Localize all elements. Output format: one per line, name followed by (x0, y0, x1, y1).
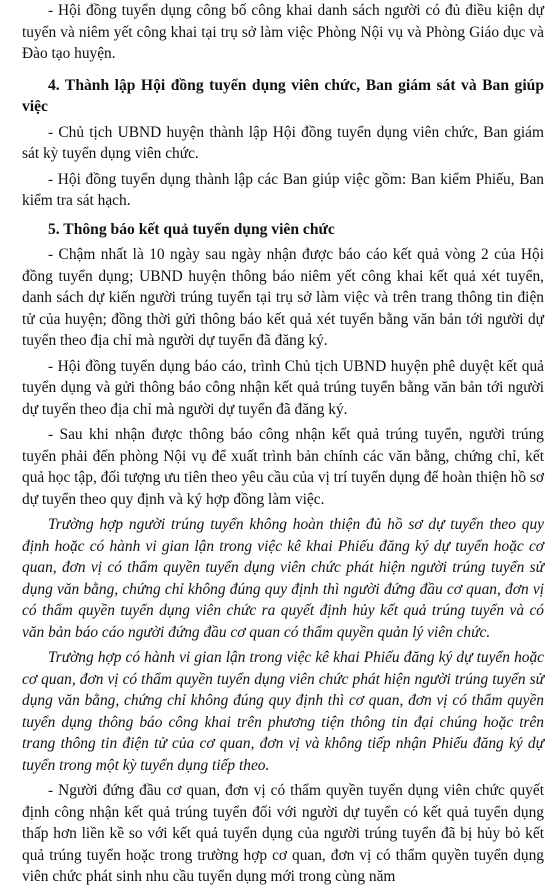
paragraph-cancel-result: Trường hợp người trúng tuyển không hoàn thiện đủ hồ sơ dự tuyển theo quy định hoặc có hành vi gian lận trong việc kê khai Phiếu đăng ký dự tuyển hoặc cơ quan, đơn vị có thẩm quyền tuyển dụng viên chức phát hiện người trúng tuyển sử dụng văn bằng, chứng chỉ không đúng quy định thì người đứng đầu cơ quan, đơn vị có thẩm quyền tuyển dụng viên chức ra quyết định hủy kết quả trúng tuyển và có văn bản báo cáo người đứng đầu cơ quan có thẩm quyền quản lý viên chức. (22, 516, 544, 641)
paragraph-council-establishment: - Chủ tịch UBND huyện thành lập Hội đồng tuyển dụng viên chức, Ban giám sát kỳ tuyển dụng viên chức. (22, 123, 544, 162)
paragraph-dossier-completion: - Sau khi nhận được thông báo công nhận kết quả trúng tuyển, người trúng tuyển phải đến phòng Nội vụ để xuất trình bản chính các văn bằng, chứng chỉ, kết quả học tập, đối tượng ưu tiên theo yêu cầu của vị trí tuyển dụng để hoàn thiện hồ sơ dự tuyển theo quy định và ký hợp đồng làm việc. (22, 426, 544, 508)
section-heading-5: 5. Thông báo kết quả tuyển dụng viên chức (48, 220, 335, 238)
paragraph-fraud-notice: Trường hợp có hành vi gian lận trong việc kê khai Phiếu đăng ký dự tuyển hoặc cơ quan, đơn vị có thẩm quyền tuyển dụng viên chức phát hiện người trúng tuyển sử dụng văn bằng, chứng chỉ không đúng quy định thì cơ quan, đơn vị có thẩm quyền tuyển dụng thông báo công khai trên phương tiện thông tin đại chúng hoặc trên trang thông tin điện tử của cơ quan, đơn vị và không tiếp nhận Phiếu đăng ký dự tuyển trong một kỳ tuyển dụng tiếp theo. (22, 649, 544, 774)
paragraph-support-boards: - Hội đồng tuyển dụng thành lập các Ban giúp việc gồm: Ban kiểm Phiếu, Ban kiểm tra sát hạch. (22, 170, 544, 209)
paragraph-candidate-list: - Hội đồng tuyển dụng công bố công khai danh sách người có đủ điều kiện dự tuyển và niêm yết công khai tại trụ sở làm việc Phòng Nội vụ và Phòng Giáo dục và Đào tạo huyện. (22, 2, 544, 62)
paragraph-replacement-recognition: - Người đứng đầu cơ quan, đơn vị có thẩm quyền tuyển dụng viên chức quyết định công nhận kết quả trúng tuyển đối với người dự tuyển có kết quả tuyển dụng thấp hơn liền kề so với kết quả tuyển dụng của người trúng tuyển đã bị hủy bỏ kết quả trúng tuyển hoặc trong trường hợp cơ quan, đơn vị có thẩm quyền tuyển dụng viên chức phát sinh nhu cầu tuyển dụng mới trong cùng năm (22, 782, 544, 885)
section-heading-4: 4. Thành lập Hội đồng tuyển dụng viên chức, Ban giám sát và Ban giúp việc (22, 76, 544, 115)
paragraph-result-announcement: - Chậm nhất là 10 ngày sau ngày nhận được báo cáo kết quả vòng 2 của Hội đồng tuyển dụng; UBND huyện thông báo niêm yết công khai kết quả xét tuyển, danh sách dự kiến người trúng tuyển tại trụ sở làm việc và trên trang thông tin điện tử của huyện; đồng thời gửi thông báo kết quả xét tuyển bằng văn bản tới người dự tuyển theo địa chỉ mà người dự tuyển đã đăng ký. (22, 246, 544, 349)
paragraph-result-approval: - Hội đồng tuyển dụng báo cáo, trình Chủ tịch UBND huyện phê duyệt kết quả tuyển dụng và gửi thông báo công nhận kết quả trúng tuyển bằng văn bản tới người dự tuyển theo địa chỉ mà người dự tuyển đã đăng ký. (22, 357, 544, 418)
